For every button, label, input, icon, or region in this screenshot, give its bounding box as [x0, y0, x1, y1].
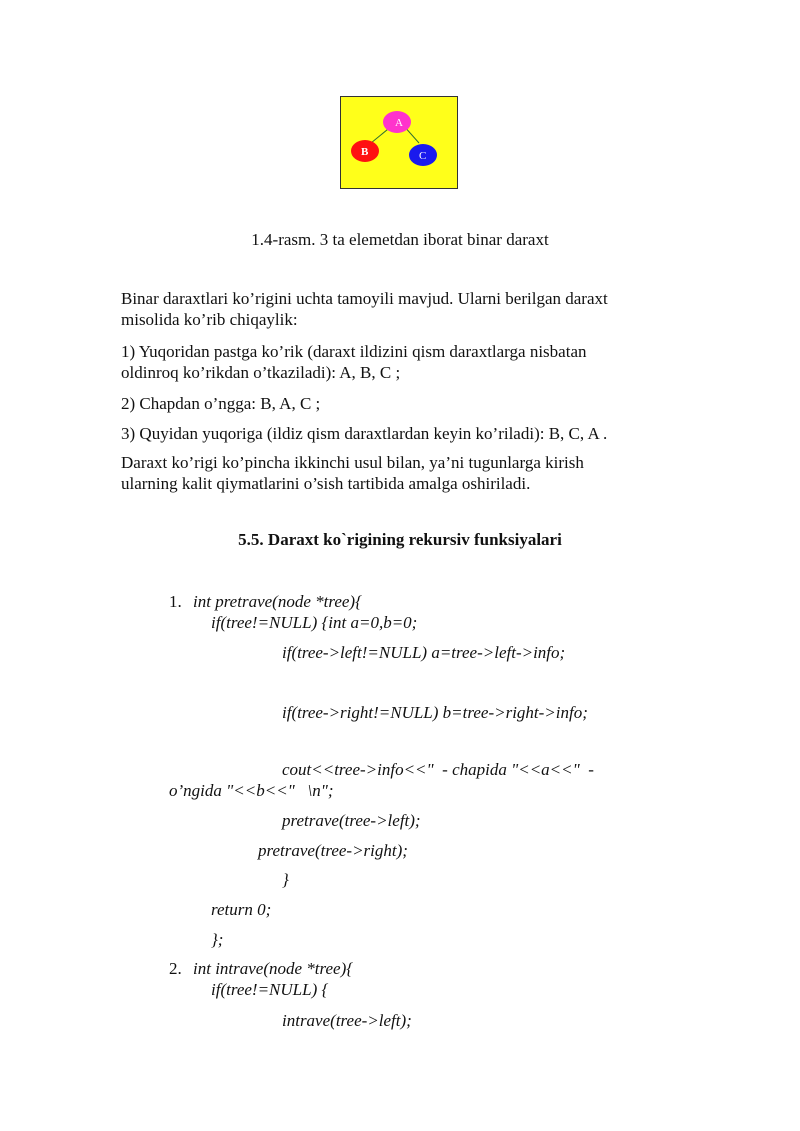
- item-1-line-1: 1) Yuqoridan pastga ko’rik (daraxt ildizini qism daraxtlarga nisbatan: [121, 342, 587, 361]
- code-text-1: int pretrave(node *tree){: [193, 592, 362, 611]
- code-line-5: cout<<tree->info<<" - chapida "<<a<<" -: [282, 760, 594, 779]
- code-line-12: [169, 958, 353, 979]
- note-paragraph: [121, 452, 681, 494]
- code-line-14: intrave(tree->left);: [282, 1011, 412, 1030]
- item-2-paragraph: 2) Chapdan o’ngga: B, A, C ;: [121, 394, 321, 413]
- intro-line-2: misolida ko’rib chiqaylik:: [121, 310, 298, 329]
- intro-line-1: Binar daraxtlari ko’rigini uchta tamoyili mavjud. Ularni berilgan daraxt: [121, 289, 608, 308]
- item-3-paragraph: 3) Quyidan yuqoriga (ildiz qism daraxtlardan keyin ko’riladi): B, C, A .: [121, 424, 608, 443]
- node-a-label: A: [395, 117, 403, 129]
- section-heading: 5.5. Daraxt ko`rigining rekursiv funksiyalari: [238, 530, 562, 549]
- binary-tree-diagram: [341, 97, 459, 190]
- list-number-1: 1.: [169, 592, 182, 611]
- intro-paragraph: [121, 288, 681, 330]
- code-line-4: if(tree->right!=NULL) b=tree->right->info;: [282, 703, 588, 722]
- note-line-2: ularning kalit qiymatlarini o’sish tartibida amalga oshiriladi.: [121, 474, 531, 493]
- figure-caption: 1.4-rasm. 3 ta elemetdan iborat binar daraxt: [251, 230, 549, 249]
- note-line-1: Daraxt ko’rigi ko’pincha ikkinchi usul bilan, ya’ni tugunlarga kirish: [121, 453, 584, 472]
- node-b-label: B: [361, 146, 369, 158]
- code-line-1: [169, 591, 362, 612]
- item-1-paragraph: [121, 341, 681, 383]
- binary-tree-figure: [340, 96, 458, 189]
- code-line-10: return 0;: [211, 900, 272, 919]
- code-line-13: if(tree!=NULL) {: [211, 980, 329, 999]
- item-1-line-2: oldinroq ko’rikdan o’tkaziladi): A, B, C ;: [121, 363, 401, 382]
- code-text-12: int intrave(node *tree){: [193, 959, 354, 978]
- code-line-9: }: [282, 870, 289, 889]
- code-line-2: if(tree!=NULL) {int a=0,b=0;: [211, 613, 418, 632]
- list-number-2: 2.: [169, 959, 182, 978]
- code-line-7: pretrave(tree->left);: [282, 811, 421, 830]
- code-line-3: if(tree->left!=NULL) a=tree->left->info;: [282, 643, 566, 662]
- node-c-label: C: [419, 150, 427, 162]
- code-line-11: };: [211, 930, 224, 949]
- code-line-6: o’ngida "<<b<<" \n";: [169, 781, 334, 800]
- code-line-8: pretrave(tree->right);: [258, 841, 408, 860]
